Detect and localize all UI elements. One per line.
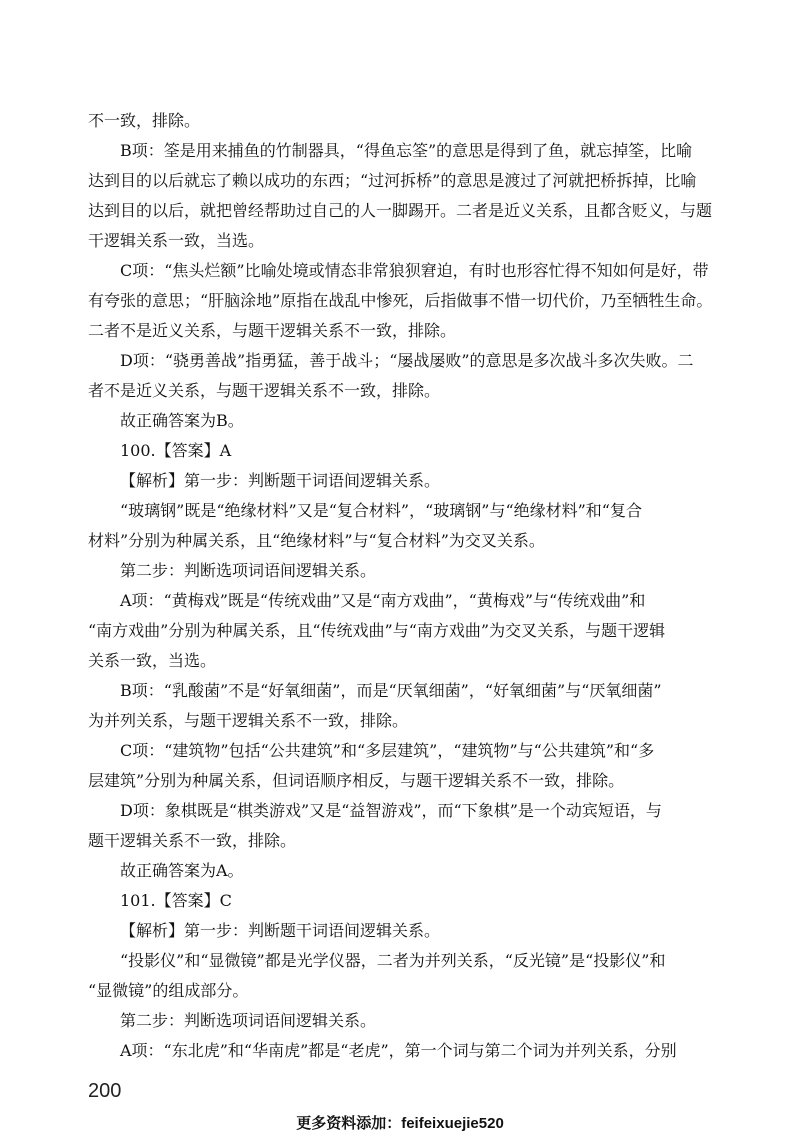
text-line: 关系一致，当选。 [88,651,217,670]
text-line: 【解析】第一步：判断题干词语间逻辑关系。 [120,471,441,490]
text-line: A项：“东北虎”和“华南虎”都是“老虎”，第一个词与第二个词为并列关系，分别 [120,1041,677,1060]
text-line: 者不是近义关系，与题干逻辑关系不一致，排除。 [88,381,441,400]
page-body [88,106,716,1066]
text-line: D项：象棋既是“棋类游戏”又是“益智游戏”，而“下象棋”是一个动宾短语，与 [120,801,662,820]
text-line: “南方戏曲”分别为种属关系，且“传统戏曲”与“南方戏曲”为交叉关系，与题干逻辑 [88,621,666,640]
text-line: 101.【答案】C [120,891,232,910]
text-line: “投影仪”和“显微镜”都是光学仪器，二者为并列关系，“反光镜”是“投影仪”和 [120,951,666,970]
text-line: 为并列关系，与题干逻辑关系不一致，排除。 [88,711,409,730]
text-line: 【解析】第一步：判断题干词语间逻辑关系。 [120,921,441,940]
text-line: 第二步：判断选项词语间逻辑关系。 [120,561,377,580]
footer-handle: feifeixuejie520 [401,1115,504,1132]
text-line: D项：“骁勇善战”指勇猛，善于战斗；“屡战屡败”的意思是多次战斗多次失败。二 [120,351,694,370]
text-line: 干逻辑关系一致，当选。 [88,231,265,250]
text-line: 第二步：判断选项词语间逻辑关系。 [120,1011,377,1030]
text-line: 二者不是近义关系，与题干逻辑关系不一致，排除。 [88,321,457,340]
text-line: C项：“焦头烂额”比喻处境或情态非常狼狈窘迫，有时也形容忙得不知如何是好，带 [120,261,709,280]
text-line: 有夸张的意思；“肝脑涂地”原指在战乱中惨死，后指做事不惜一切代价，乃至牺牲生命。 [88,291,713,310]
text-line: A项：“黄梅戏”既是“传统戏曲”又是“南方戏曲”，“黄梅戏”与“传统戏曲”和 [120,591,646,610]
text-line: B项：“乳酸菌”不是“好氧细菌”，而是“厌氧细菌”，“好氧细菌”与“厌氧细菌” [120,681,662,700]
footer-note [0,1112,800,1133]
text-line: 100.【答案】A [120,441,232,460]
text-line: 故正确答案为B。 [120,411,244,430]
text-line: 题干逻辑关系不一致，排除。 [88,831,297,850]
text-line: 层建筑”分别为种属关系，但词语顺序相反，与题干逻辑关系不一致，排除。 [88,771,625,790]
text-line: 材料”分别为种属关系，且“绝缘材料”与“复合材料”为交叉关系。 [88,531,545,550]
text-line: 故正确答案为A。 [120,861,244,880]
text-line: 达到目的以后，就把曾经帮助过自己的人一脚踢开。二者是近义关系，且都含贬义，与题 [88,201,713,220]
text-line: C项：“建筑物”包括“公共建筑”和“多层建筑”，“建筑物”与“公共建筑”和“多 [120,741,655,760]
text-line: 达到目的以后就忘了赖以成功的东西；“过河拆桥”的意思是渡过了河就把桥拆掉，比喻 [88,171,697,190]
text-line: “玻璃钢”既是“绝缘材料”又是“复合材料”，“玻璃钢”与“绝缘材料”和“复合 [120,501,642,520]
page-number: 200 [88,1080,122,1102]
text-line: 不一致，排除。 [88,111,201,130]
text-line: “显微镜”的组成部分。 [88,981,249,1000]
text-line: B项：筌是用来捕鱼的竹制器具，“得鱼忘筌”的意思是得到了鱼，就忘掉筌，比喻 [120,141,693,160]
footer-prefix: 更多资料添加： [296,1114,402,1132]
